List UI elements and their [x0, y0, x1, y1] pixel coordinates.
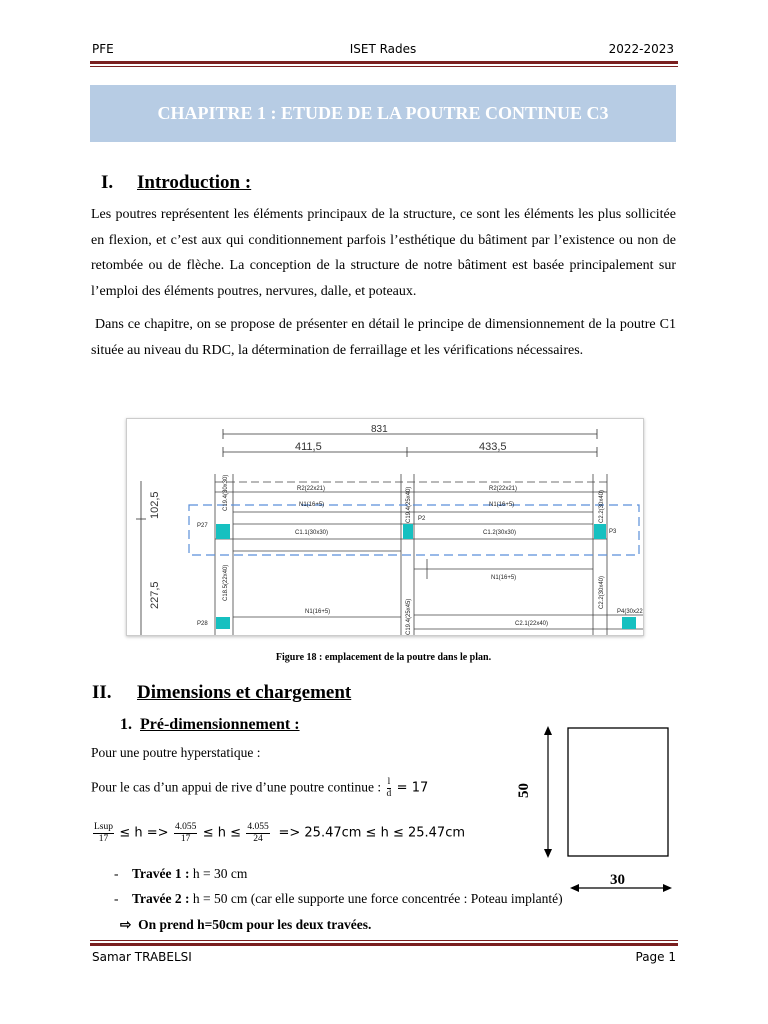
- arrow-left-icon: [570, 884, 579, 892]
- label-c185: C18.5(22x40): [223, 564, 229, 601]
- text-hyperstatic: Pour une poutre hyperstatique :: [91, 745, 261, 760]
- fraction-4055-17: $\frac{4.055}{17}$: [174, 822, 197, 844]
- text-appui-rive: [91, 777, 428, 800]
- label-r2b: R2(22x21): [489, 486, 518, 492]
- plan-drawing: [127, 419, 643, 635]
- subsection-heading-predim: [120, 716, 300, 734]
- label-c12: C1.2(30x30): [483, 530, 517, 536]
- footer-rule-thin: [90, 940, 678, 941]
- conclusion-text: On prend h=50cm pour les deux travées.: [138, 917, 372, 932]
- footer-author: Samar TRABELSI: [92, 950, 192, 964]
- label-c222: C2.2(30x40): [599, 575, 605, 609]
- header-left: PFE: [92, 42, 114, 56]
- bullet-travee-2: [114, 891, 563, 907]
- formula-part-2: ≤ h ≤: [202, 825, 241, 841]
- beam-section-sketch: [510, 716, 676, 892]
- section-heading-dimensions: [92, 682, 351, 704]
- beam-section-drawing: [510, 716, 676, 892]
- label-p28: P28: [197, 621, 208, 627]
- label-n1a: N1(16+5): [299, 502, 325, 508]
- section-width: 30: [610, 872, 625, 888]
- header-center: ISET Rades: [349, 42, 417, 56]
- column-p2: [403, 524, 413, 539]
- bullet-label: Travée 2 :: [132, 891, 190, 906]
- label-p2: P2: [418, 516, 426, 522]
- column-p28: [216, 617, 230, 629]
- bullet-dash: -: [114, 891, 119, 906]
- column-p27: [216, 524, 230, 539]
- label-n1d: N1(16+5): [305, 609, 331, 615]
- dim-left: 411,5: [295, 441, 322, 453]
- label-c22: C2.2(30x40): [599, 489, 605, 523]
- column-p3: [594, 524, 606, 539]
- bullet-text: h = 30 cm: [189, 866, 248, 881]
- fraction-4055-24: $\frac{4.055}{24}$: [247, 822, 269, 844]
- page-footer: [92, 950, 676, 964]
- label-c19: C19.4(30x30): [223, 474, 229, 511]
- label-p3: P3: [609, 529, 617, 535]
- fraction-l-over-d: $\frac{l}{d}$: [386, 777, 392, 799]
- arrow-icon: ⇨: [120, 917, 132, 932]
- label-c19b: C19.4(25x45): [406, 598, 412, 635]
- chapter-banner: CHAPITRE 1 : ETUDE DE LA POUTRE CONTINUE C3: [90, 85, 676, 142]
- arrow-up-icon: [544, 726, 552, 735]
- arrow-down-icon: [544, 849, 552, 858]
- formula-height: [91, 822, 465, 845]
- dim-total: 831: [371, 424, 388, 435]
- section-heading-introduction: [101, 172, 251, 194]
- label-p4: P4(30x22: [617, 609, 643, 615]
- fraction-lsup: $\frac{\text{Lsup}}{17}$: [94, 822, 113, 844]
- conclusion-line: [120, 917, 371, 933]
- formula-part-1: ≤ h =>: [119, 825, 169, 841]
- section-rectangle: [568, 728, 668, 856]
- section-number: II.: [92, 682, 112, 703]
- label-c21: C2.1(22x40): [515, 621, 549, 627]
- bullet-label: Travée 1 :: [132, 866, 190, 881]
- bullet-dash: -: [114, 866, 119, 881]
- bullet-travee-1: [114, 866, 247, 882]
- header-right: 2022-2023: [608, 42, 674, 56]
- equation-value: = 17: [396, 780, 429, 796]
- column-p4: [622, 617, 636, 629]
- label-n1b: N1(16+5): [489, 502, 515, 508]
- footer-page-number: Page 1: [635, 950, 676, 964]
- dim-right: 433,5: [479, 441, 507, 453]
- intro-paragraph-1: Les poutres représentent les éléments principaux de la structure, ce sont les éléments les plus sollicitée en flexion, et c’est aux qui conditionnement parfois l’esthétique du bâtiment par l’existence ou non de retombée ou de flèche. La conception de la structure de notre bâtiment est basée principalement sur l’emploi des éléments poutres, nervures, dalle, et poteaux.: [91, 207, 676, 299]
- section-number: I.: [101, 172, 114, 193]
- subsection-number: 1.: [120, 716, 132, 733]
- header-rule-thin: [90, 66, 678, 67]
- dim-v1: 102,5: [149, 491, 161, 519]
- section-title: Dimensions et chargement: [137, 682, 352, 703]
- label-p27: P27: [197, 523, 208, 529]
- bullet-text: h = 50 cm (car elle supporte une force concentrée : Poteau implanté): [189, 891, 563, 906]
- dim-v2: 227,5: [149, 581, 161, 609]
- formula-result: => 25.47cm ≤ h ≤ 25.47cm: [278, 825, 466, 841]
- appui-rive-label: Pour le cas d’un appui de rive d’une poutre continue :: [91, 779, 385, 795]
- label-c194: C19.4(25x40): [406, 486, 412, 523]
- subsection-title: Pré-dimensionnement :: [140, 716, 300, 733]
- section-height: 50: [516, 783, 532, 798]
- label-n1c: N1(16+5): [491, 575, 517, 581]
- figure-caption: Figure 18 : emplacement de la poutre dans le plan.: [275, 652, 492, 663]
- plan-figure: [126, 418, 644, 636]
- arrow-right-icon: [663, 884, 672, 892]
- label-c11: C1.1(30x30): [295, 530, 329, 536]
- footer-rule: [90, 943, 678, 946]
- header-rule: [90, 61, 678, 64]
- label-r2a: R2(22x21): [297, 486, 326, 492]
- section-title: Introduction :: [137, 172, 252, 193]
- page-header: [92, 42, 674, 58]
- intro-paragraph-2: Dans ce chapitre, on se propose de présenter en détail le principe de dimensionnement de la poutre C1 située au niveau du RDC, la détermination de ferraillage et les vérifications nécessaires.: [91, 317, 676, 358]
